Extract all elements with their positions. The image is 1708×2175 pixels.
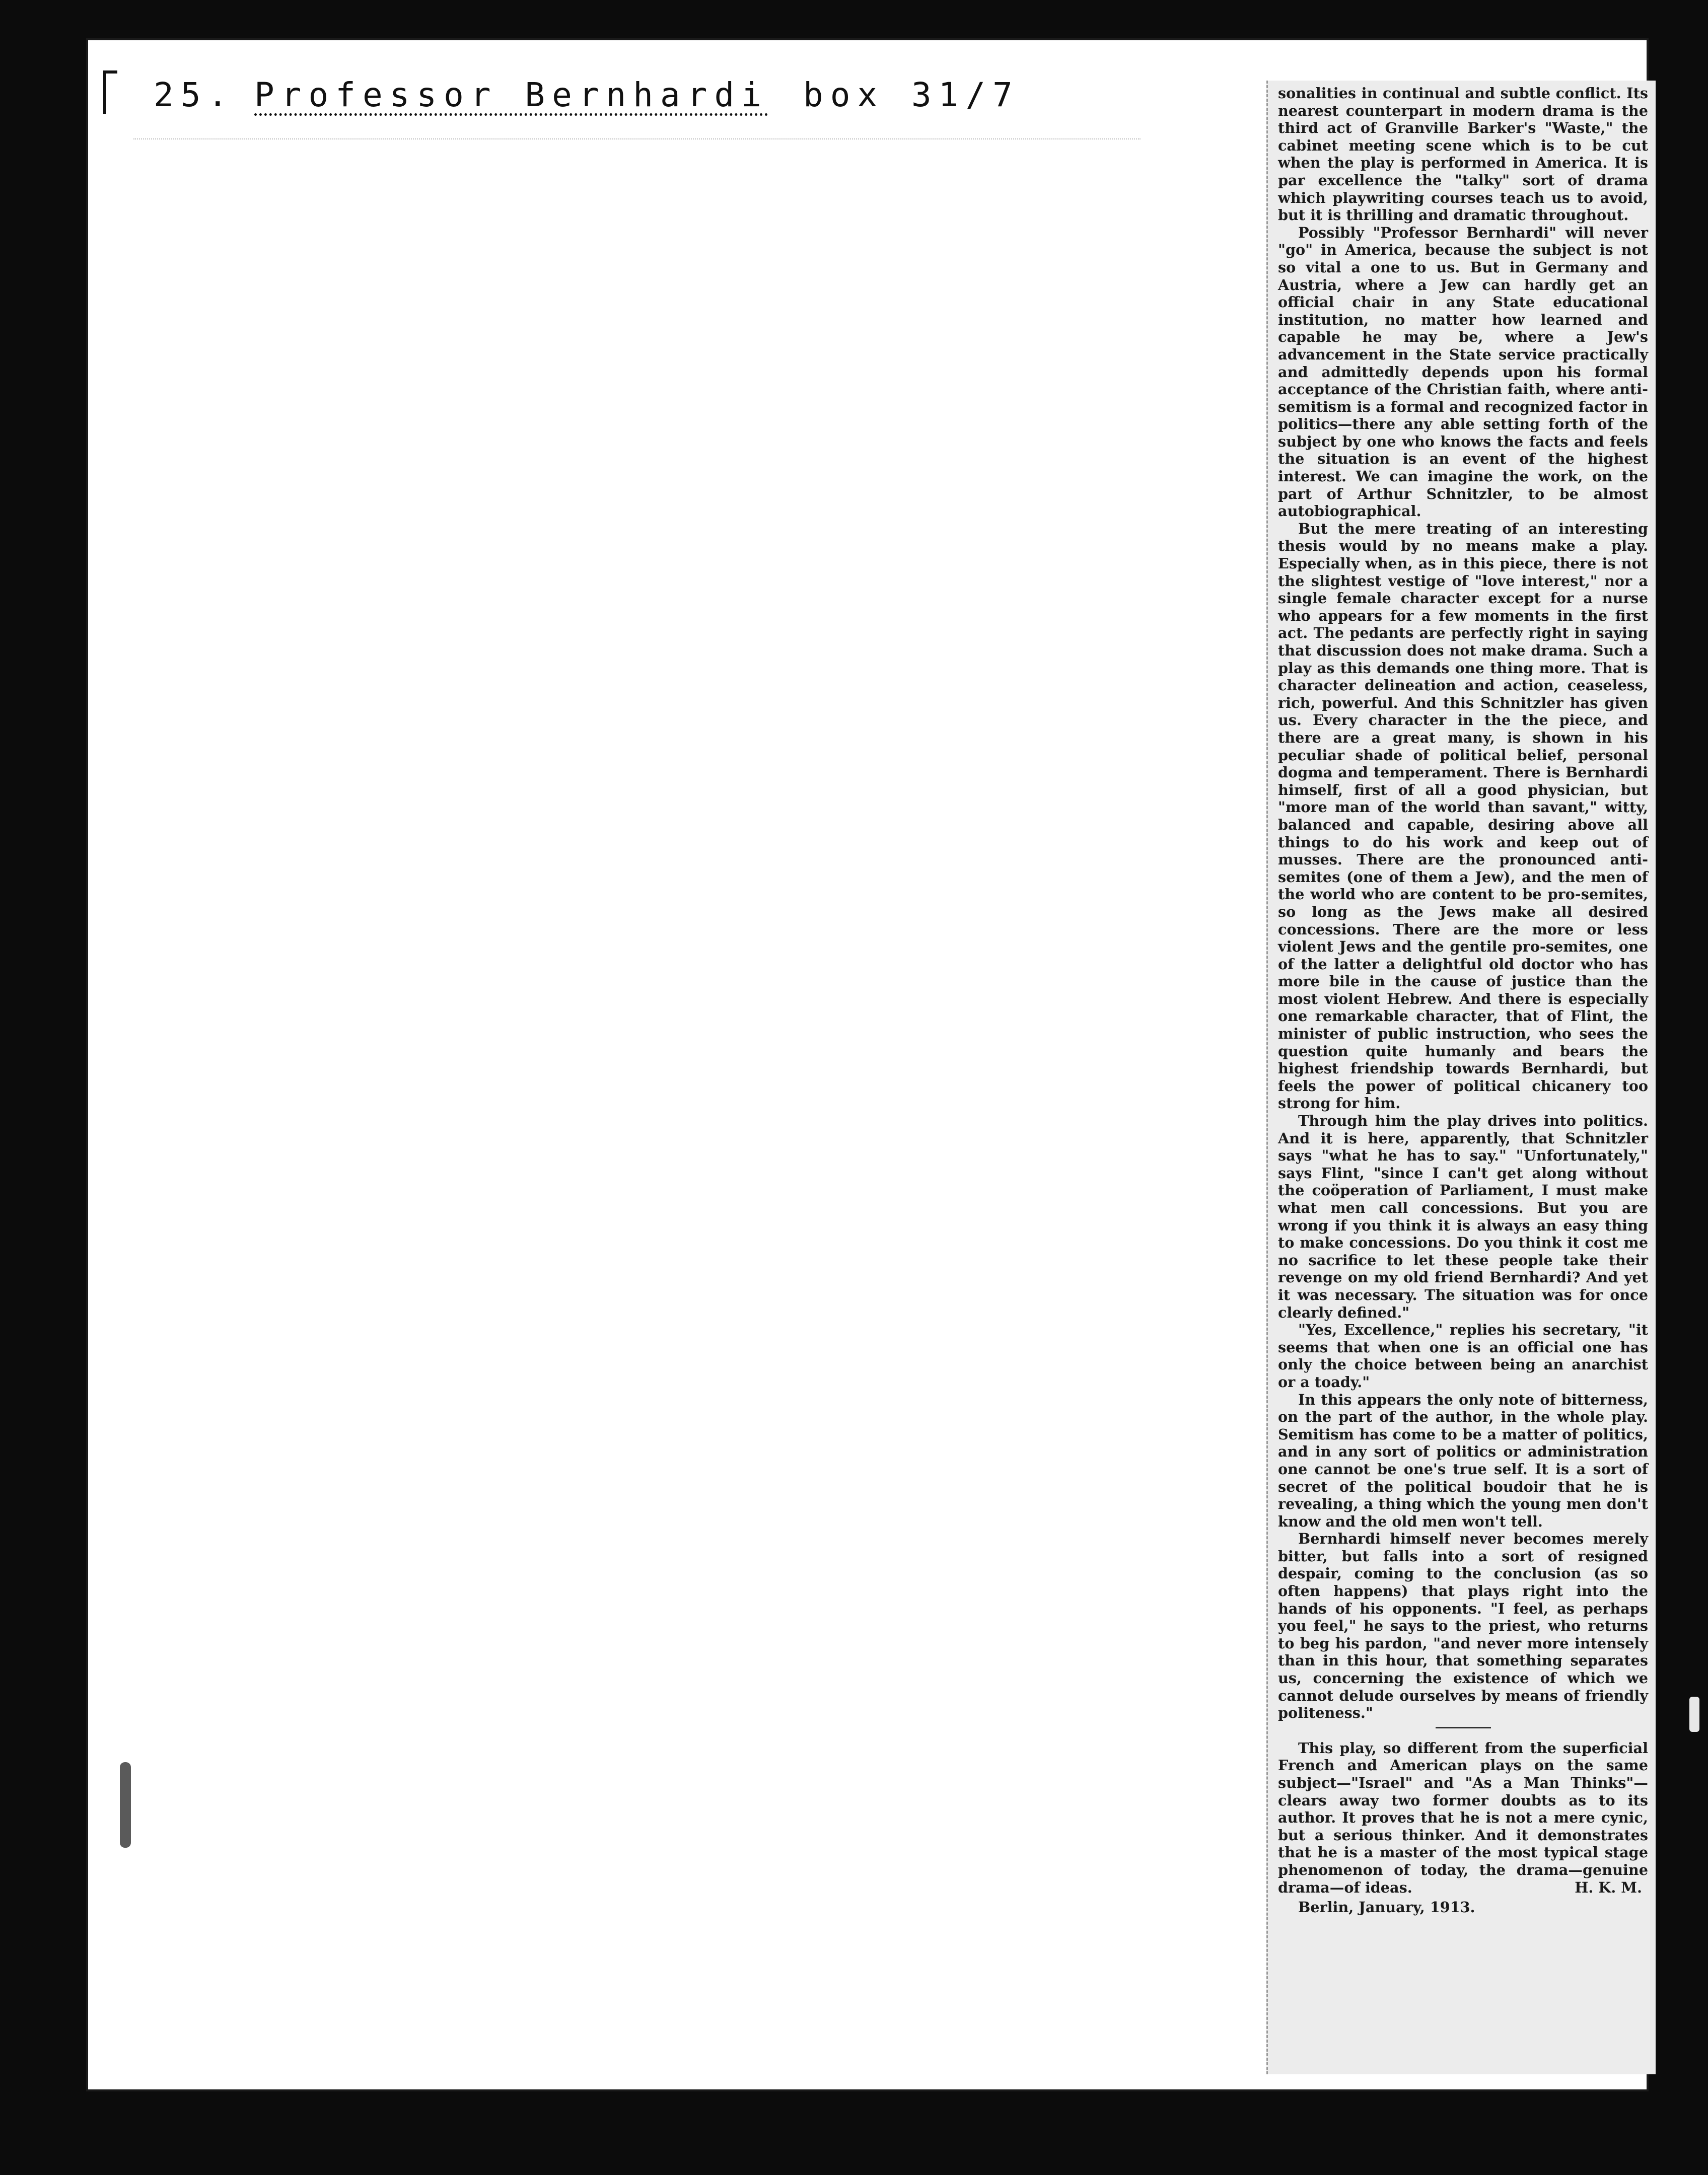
article-paragraph: Bernhardi himself never becomes merely bitter, but falls into a sort of resigned despair, coming to the conclusion (as so often happens) that plays right into the hands of his opponents. "I feel, as perhaps you feel," he says to the priest, who returns to beg his pardon, "and never more intensely than in this hour, that something separates us, concerning the existence of which we cannot delude ourselves by means of friendly politeness.": [1278, 1530, 1648, 1722]
closing-paragraph: This play, so different from the superficial French and American plays on the same subject—"Israel" and "As a Man Thinks"—clears away two former doubts as to its author. It proves that he is not a mere cynic, but a serious thinker. And it demonstrates that he is a master of the most typical stage phenomenon of today, the drama—genuine drama—of ideas.: [1278, 1739, 1648, 1896]
article-paragraph: "Yes, Excellence," replies his secretary, "it seems that when one is an official one has only the choice between being an anarchist or a toady.": [1278, 1321, 1648, 1391]
header-rule: [133, 138, 1141, 139]
archive-sheet: [88, 40, 1647, 2089]
page-header: [154, 76, 1020, 114]
article-paragraph: Through him the play drives into politics. And it is here, apparently, that Schnitzler says "what he has to say." "Unfortunately," says Flint, "since I can't get along without the coöperation of Parliament, I must make what men call concessions. But you are wrong if you think it is always an easy thing to make concessions. Do you think it cost me no sacrifice to let these people take their revenge on my old friend Bernhardi? And yet it was necessary. The situation was for once clearly defined.": [1278, 1112, 1648, 1321]
corner-bracket: [103, 70, 117, 114]
page-title: Professor Bernhardi: [254, 76, 768, 114]
article-paragraph: sonalities in continual and subtle conflict. Its nearest counterpart in modern drama is the third act of Granville Barker's "Waste," the cabinet meeting scene which is to be cut when the play is performed in America. It is par excellence the "talky" sort of drama which playwriting courses teach us to avoid, but it is thrilling and dramatic throughout.: [1278, 85, 1648, 224]
article-body: [1278, 85, 1648, 1916]
edge-mark: [1689, 1697, 1699, 1732]
article-paragraph: Possibly "Professor Bernhardi" will never "go" in America, because the subject is not so vital a one to us. But in Germany and Austria, where a Jew can hardly get an official chair in any State educational institution, no matter how learned and capable he may be, where a Jew's advancement in the State service practically and admittedly depends upon his formal acceptance of the Christian faith, where anti-semitism is a formal and recognized factor in politics—there any able setting forth of the subject by one who knows the facts and feels the situation is an event of the highest interest. We can imagine the work, on the part of Arthur Schnitzler, to be almost autobiographical.: [1278, 224, 1648, 520]
dateline: Berlin, January, 1913.: [1298, 1898, 1475, 1916]
article-paragraph: In this appears the only note of bitterness, on the part of the author, in the whole play. Semitism has come to be a matter of politics, and in any sort of politics or administration one cannot be one's true self. It is a sort of secret of the political boudoir that he is revealing, a thing which the young men don't know and the old men won't tell.: [1278, 1391, 1648, 1530]
author-signature: H. K. M.: [1575, 1879, 1642, 1897]
binding-mark: [120, 1762, 131, 1848]
newspaper-clipping: [1266, 81, 1656, 2074]
box-reference: box 31/7: [803, 76, 1020, 114]
section-divider: [1436, 1727, 1491, 1728]
article-paragraph: But the mere treating of an interesting thesis would by no means make a play. Especially when, as in this piece, there is not the slightest vestige of "love interest," nor a single female character except for a nurse who appears for a few moments in the first act. The pedants are perfectly right in saying that discussion does not make drama. Such a play as this demands one thing more. That is character delineation and action, ceaseless, rich, powerful. And this Schnitzler has given us. Every character in the the piece, and there are a great many, is shown in his peculiar shade of political belief, personal dogma and temperament. There is Bernhardi himself, first of all a good physician, but "more man of the world than savant," witty, balanced and capable, desiring above all things to do his work and keep out of musses. There are the pronounced anti-semites (one of them a Jew), and the men of the world who are content to be pro-semites, so long as the Jews make all desired concessions. There are the more or less violent Jews and the gentile pro-semites, one of the latter a delightful old doctor who has more bile in the cause of justice than the most violent Hebrew. And there is especially one remarkable character, that of Flint, the minister of public instruction, who sees the question quite humanly and bears the highest friendship towards Bernhardi, but feels the power of political chicanery too strong for him.: [1278, 520, 1648, 1112]
item-number: 25.: [154, 76, 235, 114]
